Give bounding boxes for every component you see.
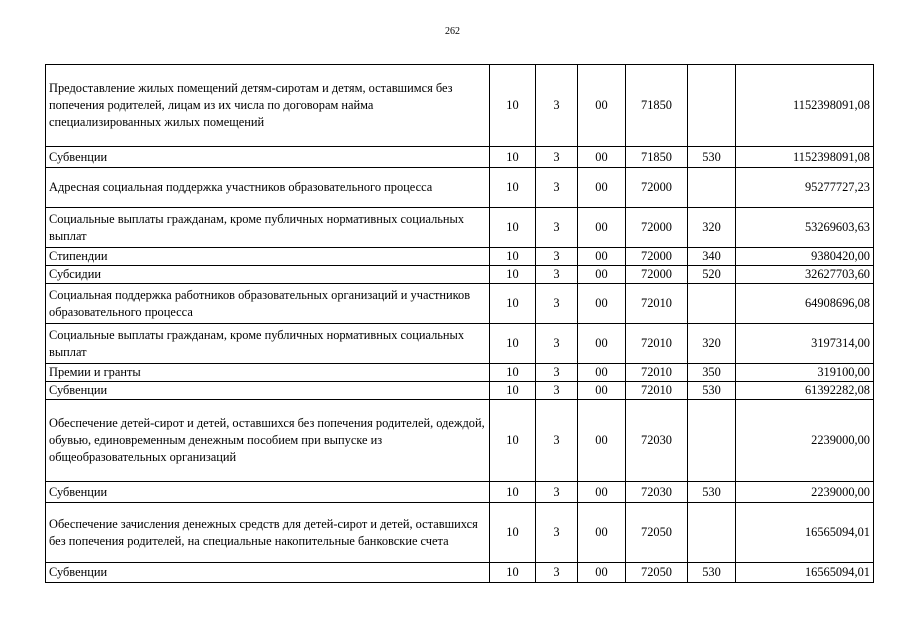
target-article-cell: 72000 [626,168,688,208]
target-article-cell: 72050 [626,563,688,583]
amount-cell: 32627703,60 [736,266,874,284]
target-article-cell: 72010 [626,382,688,400]
table-row [46,563,874,583]
amount-cell: 2239000,00 [736,400,874,482]
row-name-cell: Социальные выплаты гражданам, кроме публичных нормативных социальных выплат [46,324,490,364]
program-code-cell: 00 [578,168,626,208]
section-code-cell: 10 [490,65,536,147]
section-code-cell: 10 [490,208,536,248]
expense-type-cell [688,400,736,482]
amount-cell: 61392282,08 [736,382,874,400]
row-name-cell: Субвенции [46,382,490,400]
amount-cell: 16565094,01 [736,503,874,563]
program-code-cell: 00 [578,400,626,482]
target-article-cell: 72000 [626,266,688,284]
row-name-cell: Субвенции [46,563,490,583]
section-code-cell: 10 [490,400,536,482]
table-row [46,65,874,147]
row-name-cell: Обеспечение детей-сирот и детей, оставшихся без попечения родителей, одеждой, обувью, единовременным денежным пособием при выпуске из общеобразовательных организаций [46,400,490,482]
program-code-cell: 00 [578,248,626,266]
expense-type-cell [688,503,736,563]
subsection-code-cell: 3 [536,324,578,364]
amount-cell: 1152398091,08 [736,65,874,147]
amount-cell: 16565094,01 [736,563,874,583]
expense-type-cell: 530 [688,147,736,168]
program-code-cell: 00 [578,503,626,563]
expense-type-cell [688,168,736,208]
subsection-code-cell: 3 [536,248,578,266]
subsection-code-cell: 3 [536,400,578,482]
section-code-cell: 10 [490,563,536,583]
target-article-cell: 72000 [626,248,688,266]
program-code-cell: 00 [578,208,626,248]
section-code-cell: 10 [490,364,536,382]
subsection-code-cell: 3 [536,208,578,248]
section-code-cell: 10 [490,503,536,563]
program-code-cell: 00 [578,382,626,400]
subsection-code-cell: 3 [536,168,578,208]
row-name-cell: Социальная поддержка работников образовательных организаций и участников образовательного процесса [46,284,490,324]
table-row [46,382,874,400]
section-code-cell: 10 [490,482,536,503]
section-code-cell: 10 [490,382,536,400]
amount-cell: 53269603,63 [736,208,874,248]
expense-type-cell: 530 [688,482,736,503]
table-row [46,248,874,266]
table-row [46,147,874,168]
table-row [46,400,874,482]
amount-cell: 9380420,00 [736,248,874,266]
row-name-cell: Субсидии [46,266,490,284]
expense-type-cell [688,284,736,324]
row-name-cell: Социальные выплаты гражданам, кроме публичных нормативных социальных выплат [46,208,490,248]
section-code-cell: 10 [490,248,536,266]
expense-type-cell [688,65,736,147]
page-number: 262 [445,26,460,37]
row-name-cell: Предоставление жилых помещений детям-сиротам и детям, оставшимся без попечения родителей, лицам из их числа по договорам найма специализированных жилых помещений [46,65,490,147]
subsection-code-cell: 3 [536,266,578,284]
table-row [46,503,874,563]
amount-cell: 1152398091,08 [736,147,874,168]
target-article-cell: 71850 [626,147,688,168]
program-code-cell: 00 [578,65,626,147]
table-row [46,364,874,382]
table-row [46,208,874,248]
row-name-cell: Стипендии [46,248,490,266]
program-code-cell: 00 [578,284,626,324]
amount-cell: 3197314,00 [736,324,874,364]
row-name-cell: Адресная социальная поддержка участников образовательного процесса [46,168,490,208]
subsection-code-cell: 3 [536,563,578,583]
target-article-cell: 72010 [626,364,688,382]
program-code-cell: 00 [578,563,626,583]
subsection-code-cell: 3 [536,284,578,324]
subsection-code-cell: 3 [536,147,578,168]
subsection-code-cell: 3 [536,382,578,400]
target-article-cell: 72000 [626,208,688,248]
row-name-cell: Обеспечение зачисления денежных средств для детей-сирот и детей, оставшихся без попечения родителей, на специальные накопительные банковские счета [46,503,490,563]
row-name-cell: Субвенции [46,482,490,503]
table-row [46,324,874,364]
amount-cell: 95277727,23 [736,168,874,208]
amount-cell: 64908696,08 [736,284,874,324]
row-name-cell: Субвенции [46,147,490,168]
subsection-code-cell: 3 [536,482,578,503]
subsection-code-cell: 3 [536,503,578,563]
section-code-cell: 10 [490,168,536,208]
table-row [46,482,874,503]
program-code-cell: 00 [578,482,626,503]
target-article-cell: 72030 [626,482,688,503]
program-code-cell: 00 [578,364,626,382]
program-code-cell: 00 [578,147,626,168]
section-code-cell: 10 [490,284,536,324]
target-article-cell: 72050 [626,503,688,563]
target-article-cell: 72010 [626,324,688,364]
target-article-cell: 72030 [626,400,688,482]
target-article-cell: 72010 [626,284,688,324]
program-code-cell: 00 [578,324,626,364]
budget-table [45,64,874,583]
expense-type-cell: 320 [688,208,736,248]
amount-cell: 319100,00 [736,364,874,382]
expense-type-cell: 350 [688,364,736,382]
table-row [46,284,874,324]
section-code-cell: 10 [490,266,536,284]
expense-type-cell: 340 [688,248,736,266]
expense-type-cell: 520 [688,266,736,284]
expense-type-cell: 320 [688,324,736,364]
target-article-cell: 71850 [626,65,688,147]
program-code-cell: 00 [578,266,626,284]
subsection-code-cell: 3 [536,65,578,147]
row-name-cell: Премии и гранты [46,364,490,382]
expense-type-cell: 530 [688,382,736,400]
expense-type-cell: 530 [688,563,736,583]
section-code-cell: 10 [490,324,536,364]
amount-cell: 2239000,00 [736,482,874,503]
table-row [46,266,874,284]
section-code-cell: 10 [490,147,536,168]
subsection-code-cell: 3 [536,364,578,382]
table-row [46,168,874,208]
